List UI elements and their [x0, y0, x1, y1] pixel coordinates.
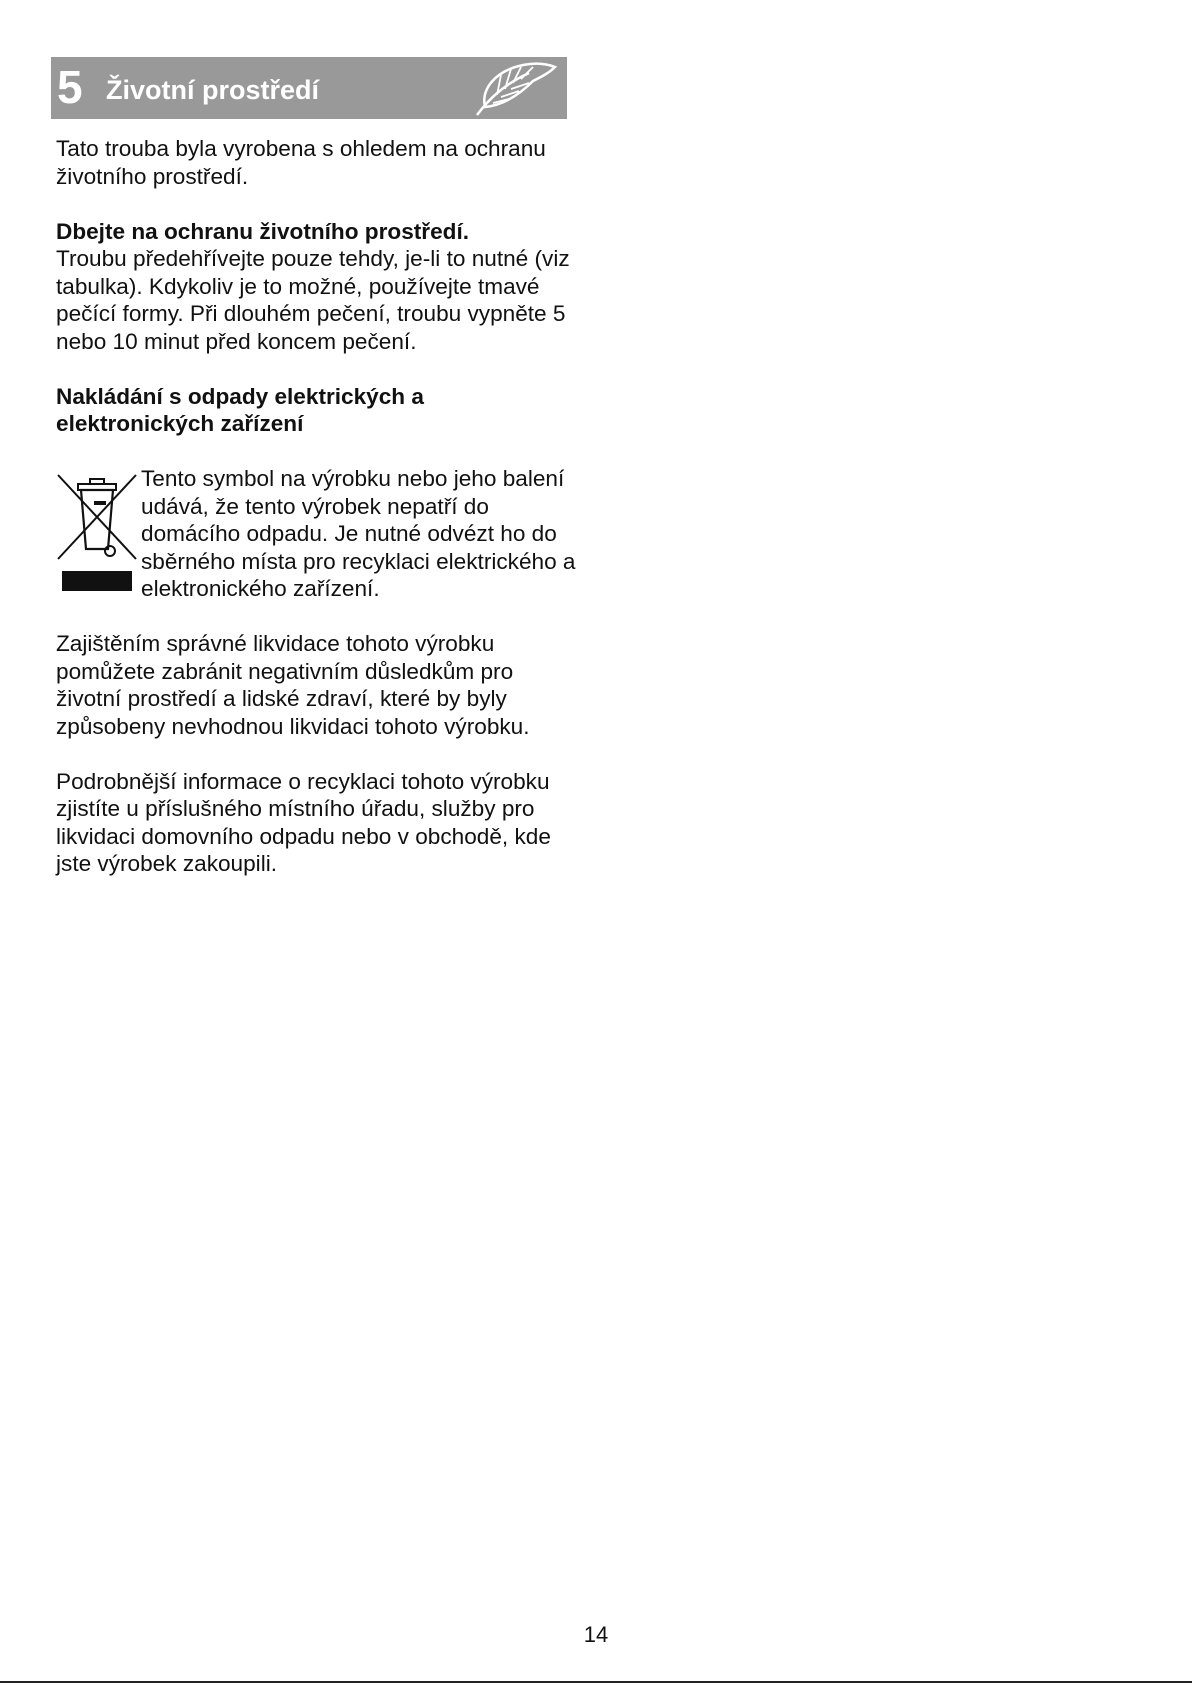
intro-paragraph: Tato trouba byla vyrobena s ohledem na ochranu životního prostředí.: [56, 136, 546, 189]
bottom-divider: [0, 1681, 1192, 1683]
page-content: [56, 135, 576, 905]
page-number: 14: [583, 1622, 609, 1647]
section-header: [51, 57, 567, 119]
leaf-icon: [471, 59, 559, 117]
section-title: Životní prostředí: [106, 75, 320, 105]
protect-paragraph: [56, 218, 576, 356]
weee-heading: Nakládání s odpady elektrických a elektronických zařízení: [56, 383, 424, 436]
disposal-paragraph: Zajištěním správné likvidace tohoto výrobku pomůžete zabránit negativním důsledkům pro životní prostředí a lidské zdraví, které by byly způsobeny nevhodnou likvidaci tohoto výrobku.: [56, 631, 530, 739]
info-paragraph: Podrobnější informace o recyklaci tohoto výrobku zjistíte u příslušného místního úřadu, služby pro likvidaci domovního odpadu nebo v obchodě, kde jste výrobek zakoupili.: [56, 768, 551, 876]
crossed-bin-icon: [56, 471, 138, 593]
section-number: 5: [57, 61, 83, 113]
weee-text: Tento symbol na výrobku nebo jeho balení udává, že tento výrobek nepatří do domácího odpadu. Je nutné odvézt ho do sběrného místa pro recyklaci elektrického a elektronického zařízení.: [141, 466, 576, 601]
protect-heading: Dbejte na ochranu životního prostředí.: [56, 218, 469, 244]
protect-text: Troubu předehřívejte pouze tehdy, je-li to nutné (viz tabulka). Kdykoliv je to možné, používejte tmavé pečící formy. Při dlouhém pečení, troubu vypněte 5 nebo 10 minut před koncem pečení.: [56, 246, 570, 354]
weee-block: [56, 465, 576, 603]
